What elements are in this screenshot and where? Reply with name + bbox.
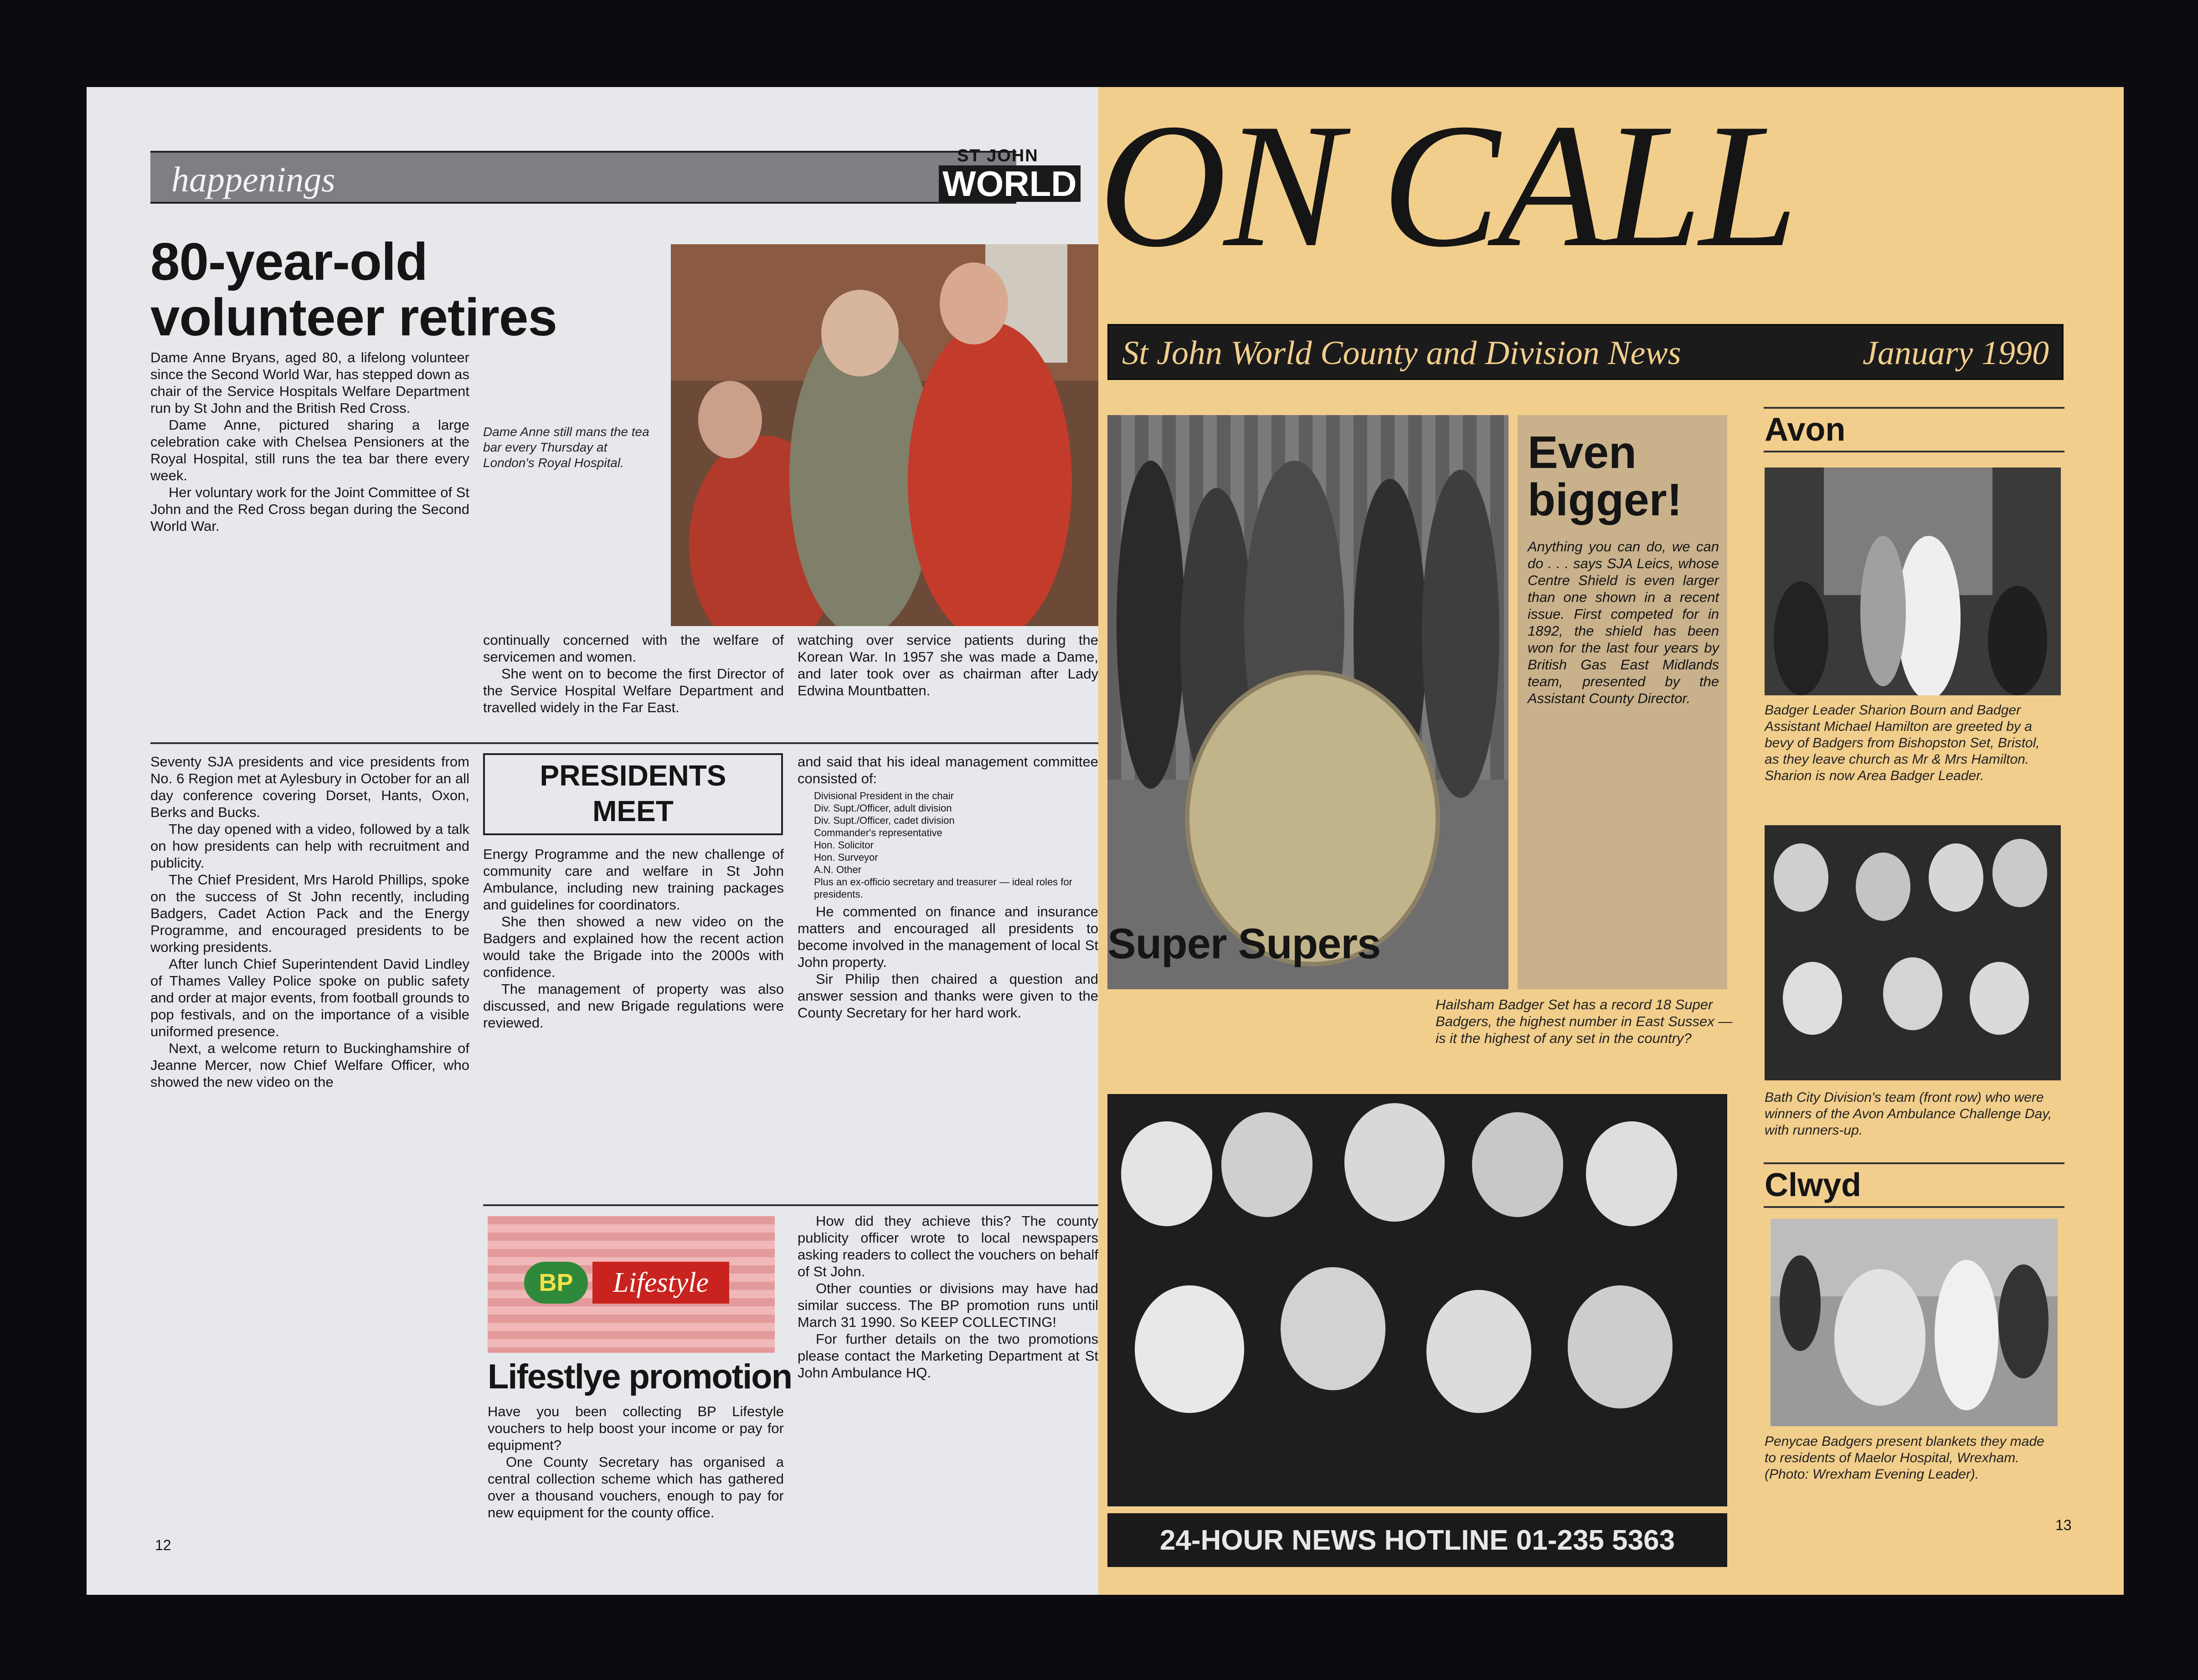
logo-top-text: ST JOHN bbox=[957, 146, 1039, 165]
list-item: Plus an ex-officio secretary and treasurer — ideal roles for presidents. bbox=[814, 876, 1072, 900]
paragraph: Energy Programme and the new challenge of community care and welfare in St John Ambulance, including new training packages and guidelines for coordinators. bbox=[483, 846, 784, 913]
list-item: Commander's representative bbox=[814, 827, 942, 838]
committee-list bbox=[814, 790, 1098, 900]
article3-column-1 bbox=[488, 1403, 784, 1594]
list-item: Div. Supt./Officer, adult division bbox=[814, 802, 952, 814]
paragraph: The management of property was also discussed, and new Brigade regulations were reviewed. bbox=[483, 981, 784, 1031]
paragraph: Have you been collecting BP Lifestyle vouchers to help boost your income or pay for equipment? bbox=[488, 1403, 784, 1453]
list-item: A.N. Other bbox=[814, 864, 861, 875]
logo-bottom-text: WORLD bbox=[939, 165, 1081, 202]
article1-column-2 bbox=[483, 632, 784, 739]
sidebar-rule bbox=[1764, 407, 2064, 409]
paragraph: He commented on finance and insurance matters and encouraged all presidents to become involved in the management of local St John property. bbox=[798, 904, 1098, 970]
bp-lifestyle-ad bbox=[488, 1216, 775, 1353]
super-supers-caption: Hailsham Badger Set has a record 18 Super Badgers, the highest number in East Sussex — is it the highest of any set in the country? bbox=[1436, 997, 1733, 1046]
paragraph: continually concerned with the welfare of servicemen and women. bbox=[483, 632, 784, 665]
paragraph: The day opened with a video, followed by a talk on how presidents can help with recruitment and publicity. bbox=[150, 821, 469, 871]
headline-line-2: volunteer retires bbox=[150, 288, 557, 347]
headline-line-1: 80-year-old bbox=[150, 232, 427, 291]
sidebar-rule bbox=[1764, 1162, 2064, 1164]
news-hotline-bar bbox=[1107, 1513, 1727, 1567]
bath-caption: Bath City Division's team (front row) who were winners of the Avon Ambulance Challenge Day, with runners-up. bbox=[1765, 1090, 2052, 1138]
paragraph: Other counties or divisions may have had similar success. The BP promotion runs until March 31 1990. So KEEP COLLECTING! bbox=[798, 1280, 1098, 1330]
paragraph: She went on to become the first Director of the Service Hospital Welfare Department and travelled widely in the Far East. bbox=[483, 666, 784, 715]
paragraph: For further details on the two promotions please contact the Marketing Department at St John Ambulance HQ. bbox=[798, 1331, 1098, 1381]
paragraph: Her voluntary work for the Joint Committee of St John and the Red Cross began during the Second World War. bbox=[150, 484, 469, 534]
avon-caption: Badger Leader Sharion Bourn and Badger Assistant Michael Hamilton are greeted by a bevy of Badgers from Bishopston Set, Bristol, as they leave church as Mr & Mrs Hamilton. Sharion is now Area Badger Leader. bbox=[1765, 703, 2040, 783]
headline-line-2: bigger! bbox=[1528, 474, 1682, 525]
masthead-title: ON CALL bbox=[1098, 87, 1796, 284]
paragraph: Dame Anne Bryans, aged 80, a lifelong volunteer since the Second World War, has stepped down as chair of the Service Hospitals Welfare Department run by St John and the British Red Cross. bbox=[150, 349, 469, 416]
tea-bar-photo-caption: Dame Anne still mans the tea bar every Thursday at London's Royal Hospital. bbox=[483, 425, 649, 470]
box-title-line-2: MEET bbox=[592, 795, 674, 827]
paragraph: One County Secretary has organised a central collection scheme which has gathered over a thousand vouchers, enough to pay for new equipment for the county office. bbox=[488, 1454, 784, 1521]
paragraph: Dame Anne, pictured sharing a large celebration cake with Chelsea Pensioners at the Royal Hospital, still runs the tea bar there every week. bbox=[150, 417, 469, 483]
left-page bbox=[87, 87, 1098, 1595]
super-supers-headline: Super Supers bbox=[1107, 920, 1381, 967]
wedding-photo bbox=[1765, 468, 2061, 695]
list-item: Hon. Solicitor bbox=[814, 839, 874, 851]
clwyd-caption: Penycae Badgers present blankets they made to residents of Maelor Hospital, Wrexham. (Photo: Wrexham Evening Leader). bbox=[1765, 1434, 2044, 1482]
section-banner bbox=[150, 151, 1016, 204]
list-item: Divisional President in the chair bbox=[814, 790, 954, 801]
page-number: 12 bbox=[155, 1537, 171, 1553]
maelor-hospital-photo bbox=[1771, 1219, 2058, 1426]
article1-column-3 bbox=[798, 632, 1098, 739]
st-john-world-logo bbox=[939, 146, 1098, 204]
article-headline bbox=[150, 234, 743, 345]
centre-shield-photo bbox=[1107, 415, 1508, 989]
article2-column-1 bbox=[150, 753, 469, 1595]
paragraph: Sir Philip then chaired a question and answer session and thanks were given to the County Secretary for her hard work. bbox=[798, 971, 1098, 1021]
sidebar-rule bbox=[1764, 1206, 2064, 1208]
section-banner-label: happenings bbox=[171, 159, 335, 199]
news-hotline-text: 24-HOUR NEWS HOTLINE 01-235 5363 bbox=[1159, 1525, 1675, 1556]
badger-group-photo bbox=[1107, 1094, 1727, 1506]
bp-logo-text: BP bbox=[539, 1269, 573, 1296]
even-bigger-box bbox=[1518, 415, 1727, 989]
clwyd-heading: Clwyd bbox=[1765, 1167, 1862, 1203]
section-divider bbox=[483, 1204, 1098, 1206]
lifestyle-script-text: Lifestyle bbox=[613, 1267, 709, 1298]
page-number: 13 bbox=[2055, 1517, 2072, 1533]
list-item: Hon. Surveyor bbox=[814, 852, 878, 863]
box-title-line-1: PRESIDENTS bbox=[540, 759, 726, 792]
list-item: Div. Supt./Officer, cadet division bbox=[814, 815, 955, 826]
paragraph: Seventy SJA presidents and vice presidents from No. 6 Region met at Aylesbury in October for an all day conference covering Dorset, Hants, Oxon, Berks and Bucks. bbox=[150, 754, 469, 820]
bp-logo-badge bbox=[524, 1262, 588, 1304]
masthead-subtitle: St John World County and Division News bbox=[1122, 334, 1681, 372]
tea-bar-photo bbox=[671, 244, 1098, 626]
paragraph: watching over service patients during the Korean War. In 1957 she was made a Dame, and later took over as chairman after Lady Edwina Mountbatten. bbox=[798, 632, 1098, 699]
section-divider bbox=[150, 742, 1098, 744]
paragraph: The Chief President, Mrs Harold Phillips, spoke on the success of St John recently, including Badgers, Cadet Action Pack and the Energy Programme, and encouraged presidents to be working presidents. bbox=[150, 872, 469, 955]
article2-column-3 bbox=[798, 753, 1098, 1195]
presidents-meet-box bbox=[483, 753, 783, 835]
article3-column-2 bbox=[798, 1212, 1098, 1595]
masthead-subtitle-bar bbox=[1107, 324, 2064, 380]
sidebar-rule bbox=[1764, 451, 2064, 452]
even-bigger-headline bbox=[1528, 429, 1682, 524]
lifestyle-headline: Lifestlye promotion bbox=[488, 1357, 792, 1396]
paragraph: She then showed a new video on the Badgers and explained how the recent action would take the Brigade into the 2000s with confidence. bbox=[483, 914, 784, 980]
paragraph: After lunch Chief Superintendent David Lindley of Thames Valley Police spoke on public safety and order at major events, from football grounds to pop festivals, and on the importance of a visible uniformed presence. bbox=[150, 956, 469, 1039]
paragraph: and said that his ideal management committee consisted of: bbox=[798, 754, 1098, 786]
paragraph: Next, a welcome return to Buckinghamshire of Jeanne Mercer, now Chief Welfare Officer, who showed the new video on the bbox=[150, 1040, 469, 1090]
right-page bbox=[1098, 87, 2124, 1595]
headline-line-1: Even bbox=[1528, 427, 1637, 478]
lifestyle-script-panel bbox=[592, 1262, 729, 1304]
avon-heading: Avon bbox=[1765, 411, 1846, 448]
article1-column-1 bbox=[150, 349, 469, 647]
bath-team-photo bbox=[1765, 825, 2061, 1080]
masthead-date: January 1990 bbox=[1863, 334, 2049, 372]
article2-column-2 bbox=[483, 846, 784, 1192]
paragraph: How did they achieve this? The county publicity officer wrote to local newspapers asking readers to collect the vouchers on behalf of St John. bbox=[798, 1213, 1098, 1279]
even-bigger-text: Anything you can do, we can do . . . says SJA Leics, whose Centre Shield is even larger than one shown in a recent issue. First competed for in 1892, the shield has been won for the last four years by British Gas East Midlands team, presented by the Assistant County Director. bbox=[1528, 539, 1719, 706]
